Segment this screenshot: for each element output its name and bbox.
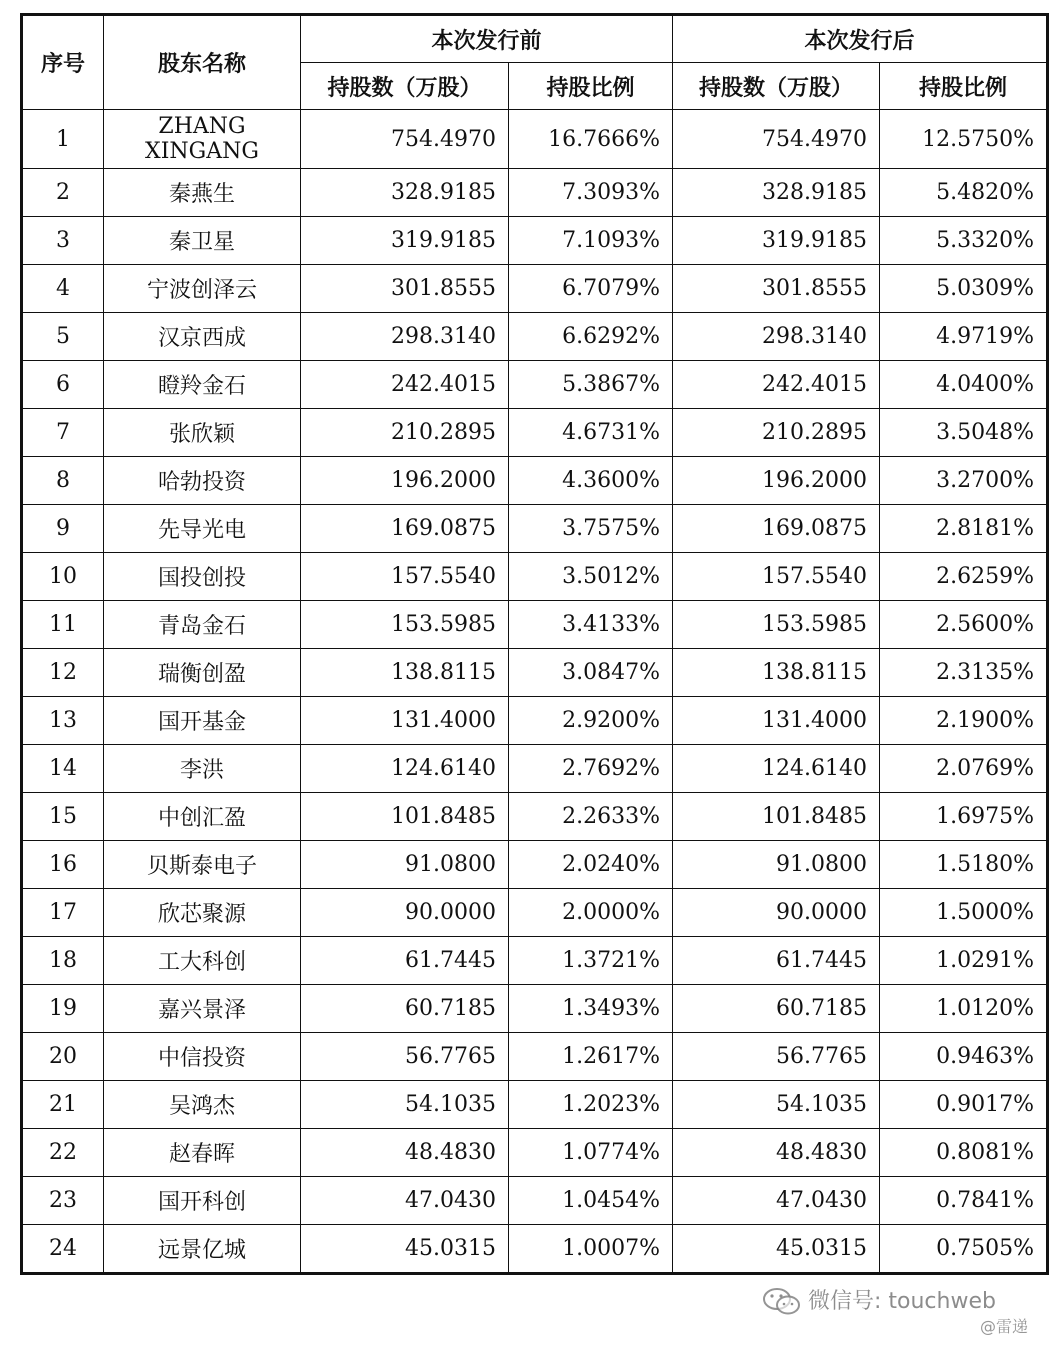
cell-after-ratio: 2.6259% [880, 553, 1048, 601]
cell-shareholder-name: 中信投资 [104, 1033, 301, 1081]
header-before-issuance: 本次发行前 [301, 15, 673, 63]
header-index: 序号 [22, 15, 104, 110]
table-row [22, 361, 1048, 409]
cell-after-shares: 48.4830 [673, 1129, 880, 1177]
cell-shareholder-name: 吴鸿杰 [104, 1081, 301, 1129]
header-after-ratio: 持股比例 [880, 63, 1048, 110]
cell-before-ratio: 3.7575% [509, 505, 673, 553]
cell-before-ratio: 16.7666% [509, 110, 673, 169]
table-row [22, 793, 1048, 841]
cell-after-shares: 328.9185 [673, 169, 880, 217]
table-row [22, 937, 1048, 985]
cell-after-shares: 54.1035 [673, 1081, 880, 1129]
table-row [22, 1129, 1048, 1177]
cell-shareholder-name: 先导光电 [104, 505, 301, 553]
cell-after-shares: 60.7185 [673, 985, 880, 1033]
cell-index: 22 [22, 1129, 104, 1177]
table-row [22, 217, 1048, 265]
cell-shareholder-name: 秦卫星 [104, 217, 301, 265]
cell-after-shares: 61.7445 [673, 937, 880, 985]
table-row [22, 553, 1048, 601]
cell-before-shares: 131.4000 [301, 697, 509, 745]
cell-shareholder-name: 贝斯泰电子 [104, 841, 301, 889]
cell-after-ratio: 1.6975% [880, 793, 1048, 841]
cell-after-shares: 45.0315 [673, 1225, 880, 1274]
cell-index: 19 [22, 985, 104, 1033]
cell-shareholder-name: 欣芯聚源 [104, 889, 301, 937]
cell-before-ratio: 1.2617% [509, 1033, 673, 1081]
cell-after-ratio: 0.9017% [880, 1081, 1048, 1129]
cell-index: 3 [22, 217, 104, 265]
cell-before-shares: 48.4830 [301, 1129, 509, 1177]
cell-before-shares: 210.2895 [301, 409, 509, 457]
cell-shareholder-name: 汉京西成 [104, 313, 301, 361]
cell-index: 10 [22, 553, 104, 601]
cell-after-shares: 242.4015 [673, 361, 880, 409]
cell-shareholder-name: 李洪 [104, 745, 301, 793]
cell-shareholder-name: 秦燕生 [104, 169, 301, 217]
cell-after-shares: 131.4000 [673, 697, 880, 745]
cell-before-shares: 153.5985 [301, 601, 509, 649]
cell-index: 23 [22, 1177, 104, 1225]
cell-shareholder-name: 青岛金石 [104, 601, 301, 649]
cell-shareholder-name: 宁波创泽云 [104, 265, 301, 313]
cell-before-ratio: 1.3493% [509, 985, 673, 1033]
cell-index: 2 [22, 169, 104, 217]
cell-shareholder-name: 张欣颖 [104, 409, 301, 457]
cell-before-shares: 56.7765 [301, 1033, 509, 1081]
table-row [22, 457, 1048, 505]
cell-index: 6 [22, 361, 104, 409]
watermark-text: 微信号: touchweb [808, 1289, 996, 1314]
cell-before-ratio: 6.6292% [509, 313, 673, 361]
cell-shareholder-name: 国投创投 [104, 553, 301, 601]
cell-before-shares: 54.1035 [301, 1081, 509, 1129]
cell-after-shares: 153.5985 [673, 601, 880, 649]
header-after-issuance: 本次发行后 [673, 15, 1048, 63]
shareholder-table [20, 13, 1049, 1275]
cell-shareholder-name: 哈勃投资 [104, 457, 301, 505]
cell-after-shares: 101.8485 [673, 793, 880, 841]
header-before-ratio: 持股比例 [509, 63, 673, 110]
cell-shareholder-name: 中创汇盈 [104, 793, 301, 841]
cell-after-ratio: 12.5750% [880, 110, 1048, 169]
cell-index: 17 [22, 889, 104, 937]
cell-before-ratio: 3.4133% [509, 601, 673, 649]
wechat-logo-icon [762, 1286, 802, 1316]
cell-after-shares: 56.7765 [673, 1033, 880, 1081]
cell-index: 15 [22, 793, 104, 841]
cell-after-shares: 210.2895 [673, 409, 880, 457]
cell-index: 7 [22, 409, 104, 457]
table-row [22, 697, 1048, 745]
cell-shareholder-name: 瑞衡创盈 [104, 649, 301, 697]
cell-before-shares: 91.0800 [301, 841, 509, 889]
cell-before-shares: 196.2000 [301, 457, 509, 505]
cell-after-shares: 90.0000 [673, 889, 880, 937]
cell-before-shares: 169.0875 [301, 505, 509, 553]
cell-after-ratio: 1.5000% [880, 889, 1048, 937]
header-before-shares: 持股数（万股） [301, 63, 509, 110]
cell-index: 8 [22, 457, 104, 505]
cell-before-ratio: 1.0007% [509, 1225, 673, 1274]
cell-after-ratio: 1.0120% [880, 985, 1048, 1033]
cell-after-shares: 47.0430 [673, 1177, 880, 1225]
cell-before-ratio: 2.9200% [509, 697, 673, 745]
cell-after-ratio: 5.0309% [880, 265, 1048, 313]
cell-before-shares: 754.4970 [301, 110, 509, 169]
cell-after-ratio: 1.0291% [880, 937, 1048, 985]
header-shareholder-name: 股东名称 [104, 15, 301, 110]
cell-after-ratio: 0.9463% [880, 1033, 1048, 1081]
cell-before-shares: 319.9185 [301, 217, 509, 265]
cell-before-shares: 157.5540 [301, 553, 509, 601]
cell-before-ratio: 2.7692% [509, 745, 673, 793]
cell-before-shares: 138.8115 [301, 649, 509, 697]
cell-before-ratio: 4.6731% [509, 409, 673, 457]
cell-after-ratio: 0.7841% [880, 1177, 1048, 1225]
cell-after-ratio: 4.0400% [880, 361, 1048, 409]
table-row [22, 1081, 1048, 1129]
table-header [22, 15, 1048, 110]
cell-after-shares: 196.2000 [673, 457, 880, 505]
cell-after-ratio: 1.5180% [880, 841, 1048, 889]
cell-before-shares: 298.3140 [301, 313, 509, 361]
table-row [22, 313, 1048, 361]
table-row [22, 889, 1048, 937]
cell-after-shares: 157.5540 [673, 553, 880, 601]
table-row [22, 745, 1048, 793]
cell-before-shares: 124.6140 [301, 745, 509, 793]
cell-before-ratio: 7.3093% [509, 169, 673, 217]
cell-index: 11 [22, 601, 104, 649]
cell-before-shares: 90.0000 [301, 889, 509, 937]
cell-before-shares: 60.7185 [301, 985, 509, 1033]
cell-before-ratio: 2.0000% [509, 889, 673, 937]
cell-before-ratio: 6.7079% [509, 265, 673, 313]
cell-index: 20 [22, 1033, 104, 1081]
cell-after-ratio: 3.5048% [880, 409, 1048, 457]
cell-shareholder-name: 赵春晖 [104, 1129, 301, 1177]
cell-before-shares: 242.4015 [301, 361, 509, 409]
cell-after-ratio: 3.2700% [880, 457, 1048, 505]
cell-after-ratio: 5.4820% [880, 169, 1048, 217]
cell-before-ratio: 2.0240% [509, 841, 673, 889]
cell-index: 5 [22, 313, 104, 361]
cell-before-ratio: 1.0774% [509, 1129, 673, 1177]
table-row [22, 409, 1048, 457]
cell-before-ratio: 4.3600% [509, 457, 673, 505]
cell-index: 16 [22, 841, 104, 889]
table-body [22, 110, 1048, 1274]
cell-after-ratio: 0.7505% [880, 1225, 1048, 1274]
table-row [22, 505, 1048, 553]
cell-after-shares: 124.6140 [673, 745, 880, 793]
cell-shareholder-name: 嘉兴景泽 [104, 985, 301, 1033]
cell-before-ratio: 1.3721% [509, 937, 673, 985]
cell-before-ratio: 3.5012% [509, 553, 673, 601]
cell-after-ratio: 2.3135% [880, 649, 1048, 697]
cell-after-shares: 301.8555 [673, 265, 880, 313]
header-after-shares: 持股数（万股） [673, 63, 880, 110]
cell-before-shares: 47.0430 [301, 1177, 509, 1225]
cell-index: 21 [22, 1081, 104, 1129]
cell-before-ratio: 1.0454% [509, 1177, 673, 1225]
cell-after-ratio: 4.9719% [880, 313, 1048, 361]
table-row [22, 649, 1048, 697]
cell-shareholder-name: 工大科创 [104, 937, 301, 985]
cell-index: 4 [22, 265, 104, 313]
cell-shareholder-name: 远景亿城 [104, 1225, 301, 1274]
table-row [22, 169, 1048, 217]
cell-after-shares: 298.3140 [673, 313, 880, 361]
cell-before-ratio: 3.0847% [509, 649, 673, 697]
cell-shareholder-name: 瞪羚金石 [104, 361, 301, 409]
cell-after-ratio: 2.1900% [880, 697, 1048, 745]
cell-index: 24 [22, 1225, 104, 1274]
cell-shareholder-name: 国开基金 [104, 697, 301, 745]
watermark-handle: @雷递 [980, 1317, 1029, 1336]
cell-before-shares: 61.7445 [301, 937, 509, 985]
cell-after-ratio: 5.3320% [880, 217, 1048, 265]
cell-shareholder-name: ZHANG XINGANG [104, 110, 301, 169]
cell-before-shares: 301.8555 [301, 265, 509, 313]
cell-before-ratio: 2.2633% [509, 793, 673, 841]
cell-index: 12 [22, 649, 104, 697]
table-row [22, 601, 1048, 649]
table-row [22, 1177, 1048, 1225]
watermark [762, 1280, 1052, 1344]
cell-after-ratio: 0.8081% [880, 1129, 1048, 1177]
table-row [22, 1225, 1048, 1274]
table-row [22, 985, 1048, 1033]
cell-after-ratio: 2.8181% [880, 505, 1048, 553]
cell-before-shares: 101.8485 [301, 793, 509, 841]
table-row [22, 841, 1048, 889]
cell-before-ratio: 1.2023% [509, 1081, 673, 1129]
cell-index: 1 [22, 110, 104, 169]
cell-shareholder-name: 国开科创 [104, 1177, 301, 1225]
cell-before-shares: 45.0315 [301, 1225, 509, 1274]
cell-before-ratio: 7.1093% [509, 217, 673, 265]
cell-after-shares: 169.0875 [673, 505, 880, 553]
cell-index: 14 [22, 745, 104, 793]
cell-after-shares: 754.4970 [673, 110, 880, 169]
cell-after-shares: 319.9185 [673, 217, 880, 265]
table-row [22, 265, 1048, 313]
cell-index: 18 [22, 937, 104, 985]
cell-before-shares: 328.9185 [301, 169, 509, 217]
cell-after-shares: 138.8115 [673, 649, 880, 697]
cell-after-ratio: 2.0769% [880, 745, 1048, 793]
cell-after-shares: 91.0800 [673, 841, 880, 889]
cell-index: 9 [22, 505, 104, 553]
cell-before-ratio: 5.3867% [509, 361, 673, 409]
cell-index: 13 [22, 697, 104, 745]
cell-after-ratio: 2.5600% [880, 601, 1048, 649]
table-row [22, 1033, 1048, 1081]
table-row [22, 110, 1048, 169]
